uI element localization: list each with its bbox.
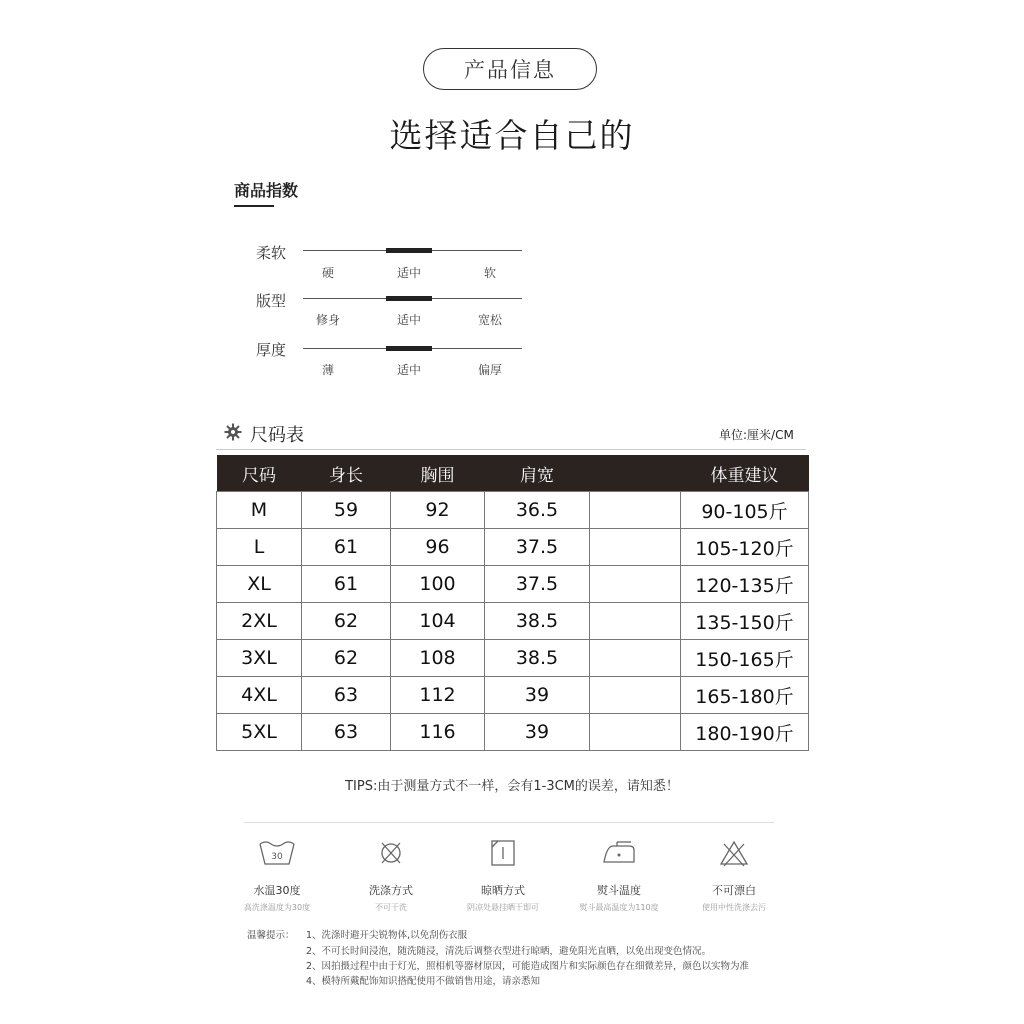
tips-text: TIPS:由于测量方式不一样，会有1-3CM的误差，请知悉！: [345, 779, 679, 794]
table-cell: 105-120斤: [681, 529, 809, 566]
care-item-no-bleach: [679, 838, 789, 913]
table-cell: 61: [302, 566, 391, 603]
table-cell: 96: [391, 529, 485, 566]
scale-option: 修身: [315, 313, 340, 327]
table-row: [217, 492, 809, 529]
tips-divider: [244, 822, 774, 823]
product-info-pill: 产品信息: [423, 48, 597, 90]
table-cell: 120-135斤: [681, 566, 809, 603]
table-cell: L: [217, 529, 302, 566]
scale-option: 薄: [321, 363, 334, 377]
table-cell: 150-165斤: [681, 640, 809, 677]
care-item-drying: [448, 838, 558, 913]
table-cell: 165-180斤: [681, 677, 809, 714]
table-cell: [590, 714, 681, 751]
table-header-row: [217, 455, 809, 492]
care-title: 洗涤方式: [369, 884, 413, 897]
care-title: 晾晒方式: [481, 884, 525, 897]
table-cell: 62: [302, 640, 391, 677]
column-header: [590, 455, 681, 492]
table-cell: [590, 677, 681, 714]
table-cell: 100: [391, 566, 485, 603]
table-row: [217, 640, 809, 677]
care-title: 不可漂白: [712, 884, 756, 897]
table-cell: 59: [302, 492, 391, 529]
size-chart-title: 尺码表: [250, 425, 304, 446]
table-cell: 90-105斤: [681, 492, 809, 529]
scale-label-thickness: 厚度: [256, 341, 287, 359]
care-title: 水温30度: [253, 884, 301, 897]
table-cell: 36.5: [485, 492, 590, 529]
table-cell: [590, 529, 681, 566]
scale-option: 适中: [396, 313, 421, 327]
index-heading: 商品指数: [234, 181, 299, 200]
care-item-ironing: [564, 838, 674, 913]
scale-option: 适中: [396, 363, 421, 377]
column-header: 肩宽: [485, 455, 590, 492]
table-cell: 3XL: [217, 640, 302, 677]
page-title: 选择适合自己的: [389, 116, 635, 155]
scale-option: 宽松: [477, 313, 502, 327]
care-subtitle: 使用中性洗涤去污: [702, 903, 766, 912]
table-cell: XL: [217, 566, 302, 603]
table-cell: 63: [302, 714, 391, 751]
index-heading-underline: [234, 205, 274, 207]
reminder-label: 温馨提示：: [247, 930, 295, 941]
scale-label-softness: 柔软: [256, 244, 287, 262]
table-cell: [590, 566, 681, 603]
scale-option: 软: [483, 266, 496, 280]
scale-option: 适中: [396, 266, 421, 280]
table-row: [217, 714, 809, 751]
table-cell: 61: [302, 529, 391, 566]
table-cell: 37.5: [485, 529, 590, 566]
no-dry-clean-icon: [371, 838, 411, 868]
table-row: [217, 677, 809, 714]
table-cell: 116: [391, 714, 485, 751]
unit-label: 单位:厘米/CM: [719, 428, 794, 442]
scale-option: 偏厚: [477, 363, 502, 377]
table-cell: [590, 640, 681, 677]
table-cell: 37.5: [485, 566, 590, 603]
table-cell: 4XL: [217, 677, 302, 714]
line-dry-shade-icon: [483, 838, 523, 868]
table-row: [217, 566, 809, 603]
table-cell: 112: [391, 677, 485, 714]
table-cell: 92: [391, 492, 485, 529]
scale-marker-thickness: [386, 346, 432, 351]
table-cell: 38.5: [485, 603, 590, 640]
care-item-wash: [222, 838, 332, 913]
wash-30-icon: [257, 838, 297, 868]
table-cell: 39: [485, 677, 590, 714]
size-chart-divider: [216, 449, 806, 450]
care-subtitle: 熨斗最高温度为110度: [579, 903, 659, 912]
table-cell: [590, 603, 681, 640]
care-item-washing-method: [336, 838, 446, 913]
table-row: [217, 603, 809, 640]
table-cell: 104: [391, 603, 485, 640]
no-bleach-icon: [714, 838, 754, 868]
table-cell: 180-190斤: [681, 714, 809, 751]
gear-icon: [224, 423, 242, 441]
iron-low-icon: [599, 838, 639, 868]
table-cell: 108: [391, 640, 485, 677]
table-cell: 62: [302, 603, 391, 640]
column-header: 体重建议: [681, 455, 809, 492]
care-subtitle: 高洗涤温度为30度: [243, 903, 311, 912]
table-cell: 135-150斤: [681, 603, 809, 640]
table-cell: 5XL: [217, 714, 302, 751]
scale-marker-fit: [386, 296, 432, 301]
column-header: 胸围: [391, 455, 485, 492]
reminder-item: 2、不可长时间浸泡，随洗随浸，清洗后调整衣型进行晾晒，避免阳光直晒，以免出现变色情况。: [306, 946, 712, 957]
wash-temp-label: 30: [271, 852, 283, 862]
scale-label-fit: 版型: [256, 292, 287, 310]
table-cell: 38.5: [485, 640, 590, 677]
care-subtitle: 阴凉处悬挂晒干即可: [467, 903, 539, 912]
care-subtitle: 不可干洗: [375, 903, 407, 912]
size-table: [216, 455, 809, 751]
table-row: [217, 529, 809, 566]
reminder-item: 1、洗涤时避开尖锐物体,以免刮伤衣服: [306, 930, 468, 941]
scale-option: 硬: [321, 266, 334, 280]
table-cell: [590, 492, 681, 529]
reminder-item: 4、模特所戴配饰知识搭配使用不做销售用途，请亲悉知: [306, 976, 541, 987]
table-cell: M: [217, 492, 302, 529]
reminder-item: 2、因拍摄过程中由于灯光，照相机等器材原因，可能造成图片和实际颜色存在细微差异，颜色以实物为准: [306, 961, 750, 972]
table-cell: 39: [485, 714, 590, 751]
table-cell: 63: [302, 677, 391, 714]
scale-marker-softness: [386, 248, 432, 253]
care-title: 熨斗温度: [597, 884, 641, 897]
column-header: 身长: [302, 455, 391, 492]
column-header: 尺码: [217, 455, 302, 492]
table-cell: 2XL: [217, 603, 302, 640]
